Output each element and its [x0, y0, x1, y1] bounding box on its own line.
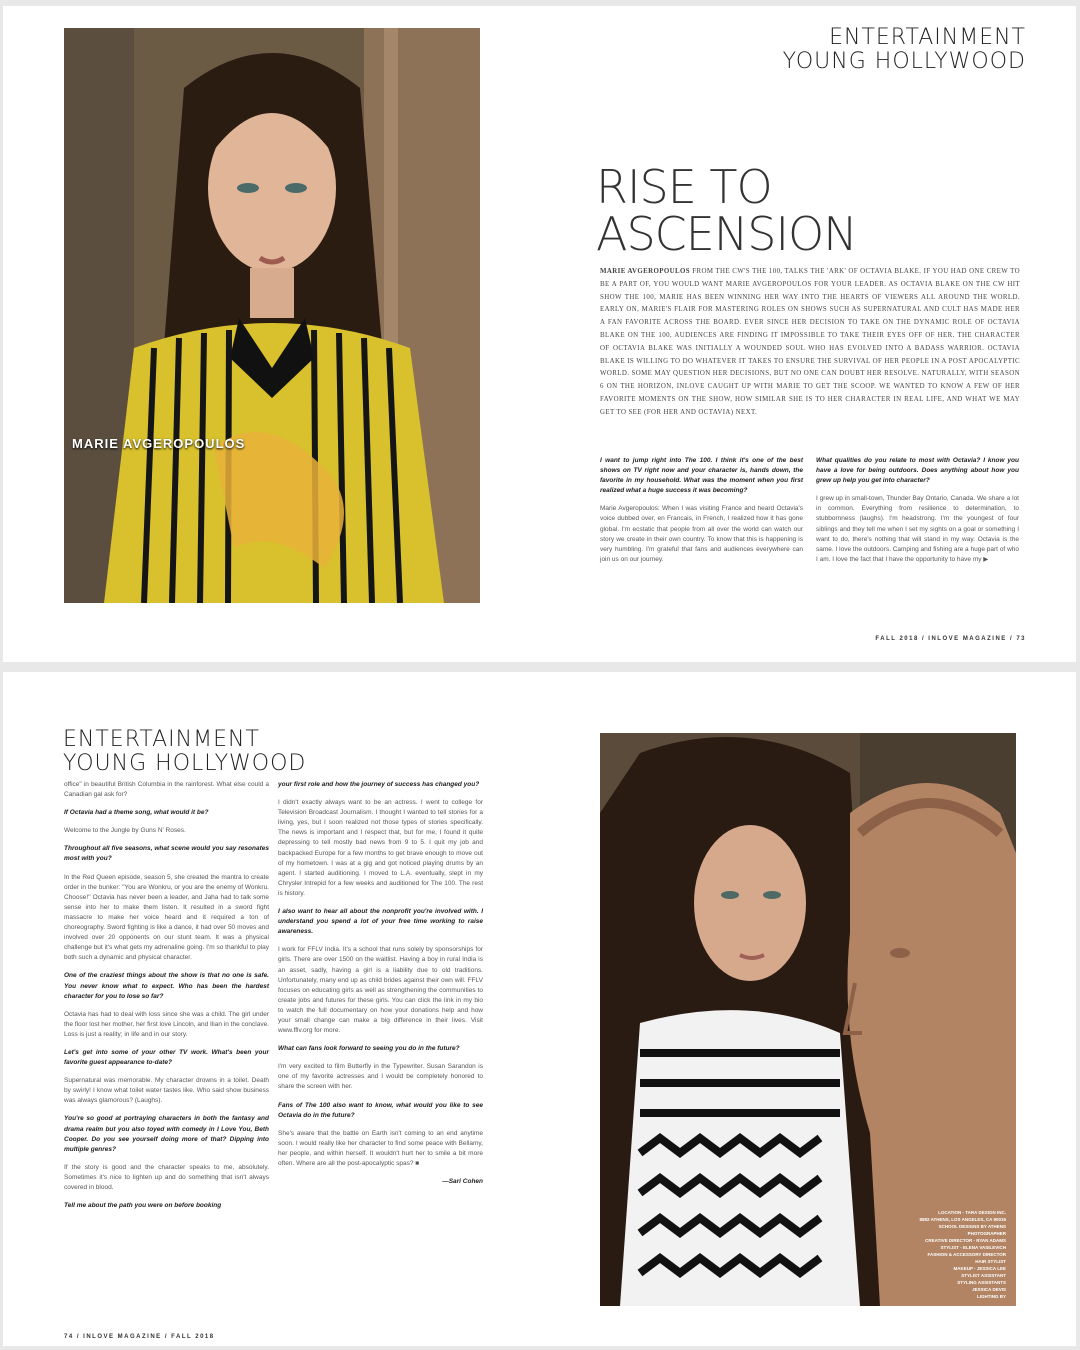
magazine-page-74 [3, 672, 1076, 1346]
interview-question: You're so good at portraying characters in both the fantasy and drama realm but you also toyed with comedy in I Love You, Beth Cooper. Do you see yourself doing more of that? Dipping into multiple genres? [64, 1115, 269, 1153]
interview-question: I also want to hear all about the nonprofit you're involved with. I understand you spend a lot of your free time working to raise awareness. [278, 908, 483, 936]
magazine-page-73 [3, 6, 1076, 662]
interview-answer: In the Red Queen episode, season 5, she created the mantra to create order in the bunker: "You are Wonkru, or you are the enemy of Wonkru. Choose!" Octavia has never been a leader, and Jaha had to talk some sense into her to make them listen. It resulted in a sword fight massacre to make her voice heard and it required a ton of choreography. Sword fighting is like a dance, it had over 50 moves and involved over 20 opponents on our stunt team. It was a physical challenge but it's what gets my adrenaline going. I'm so thankful to play both such a dynamic and physical character. [64, 873, 269, 962]
interview-answer: I'm very excited to film Butterfly in the Typewriter. Susan Sarandon is one of my favorite actresses and I would be completely honored to share the screen with her. [278, 1063, 483, 1091]
photo-credits: LOCATION - TARA DESIGN INC. 8882 ATHENS, LOS ANGELES, CA 90016 SCHOOL DESIGNS BY ATHENS PHOTOGRAPHER CREATIVE DIRECTOR - RYAN ADAMS STYLIST - ELENA VASILEVICH FASHION & ACCESSORY DIRECTOR HAIR STYLIST MAKEUP - JESSICA LEE STYLIST ASSISTANT STYLING ASSISTANTS JESSICA DEVIS LIGHTING BY [919, 1210, 1006, 1299]
intro-lead: MARIE AVGEROPOULOS [600, 268, 691, 275]
interview-answer: Supernatural was memorable. My character drowns in a toilet. Death by swirly! I know what toilet water tastes like. Who said show business was always glamorous? (Laughs). [64, 1077, 269, 1105]
article-title [596, 160, 857, 261]
article-column-2 [278, 780, 483, 1195]
interview-question: One of the craziest things about the show is that no one is safe. You never know what to expect. Who has been the hardest character for you to lose so far? [64, 972, 269, 1000]
kicker-line-2: YOUNG HOLLYWOOD [63, 751, 307, 776]
interview-question: Fans of The 100 also want to know, what would you like to see Octavia do in the future? [278, 1101, 483, 1119]
section-kicker [63, 728, 306, 776]
interview-question: What qualities do you relate to most with Octavia? I know you have a love for being outdoors. Does anything about how you grew up help you get into character? [816, 457, 1019, 485]
title-line-2: ASCENSION [596, 207, 857, 261]
portrait-photo [64, 28, 480, 603]
portrait-illustration [64, 28, 480, 603]
article-intro [600, 266, 1020, 420]
interview-question: Throughout all five seasons, what scene would you say resonates most with you? [64, 845, 269, 863]
interview-question: your first role and how the journey of success has changed you? [278, 781, 480, 788]
interview-answer: I didn't exactly always want to be an actress. I went to college for Television Broadcast Journalism. I thought I wanted to tell stories for a living, yes, but I soon realized not those types of stories specifically. The news is important and I respect that, but for me, I found it quite depressing to tell mostly bad news from 9 to 5. I quit my job and backpacked Europe for a few months to get brave enough to move out of my hometown. I was at a gig and got noticed playing drums by an agent. I started auditioning. I moved to L.A. eventually, slept in my Chrysler Intrepid for a few weeks and auditioned for The 100. The rest is history. [278, 799, 483, 897]
portrait-photo-with-statue [600, 733, 1016, 1306]
interview-answer: office" in beautiful British Columbia in the rainforest. What else could a Canadian gal ask for? [64, 781, 269, 799]
interview-answer: Welcome to the Jungle by Guns N' Roses. [64, 827, 186, 835]
article-column-left [600, 456, 803, 573]
interview-answer: Octavia has had to deal with loss since she was a child. The girl under the floor lost her mother, her first love Lincoln, and Ilian in the conclave. Loss is just a reality; in life and in our story. [64, 1010, 269, 1038]
interview-question: If Octavia had a theme song, what would it be? [64, 809, 209, 817]
author-byline: —Sari Cohen [442, 1178, 483, 1186]
article-column-1 [64, 780, 269, 1219]
page-footer: FALL 2018 / INLOVE MAGAZINE / 73 [875, 636, 1026, 642]
interview-question: Tell me about the path you were on before booking [64, 1202, 222, 1210]
title-line-1: RISE TO [596, 160, 772, 214]
photo-caption-name: MARIE AVGEROPOULOS [72, 436, 246, 451]
kicker-line-1: ENTERTAINMENT [63, 727, 260, 752]
interview-answer: Marie Avgeropoulos: When I was visiting France and heard Octavia's voice dubbed over, en Francais, in French, I realized how it has gone global. I'm ecstatic that people from all over the world can watch our story we create in their own country. To know that this is happening is very humbling. I'm grateful that fans and audiences everywhere can join us on our journey. [600, 505, 803, 563]
interview-answer: I grew up in small-town, Thunder Bay Ontario, Canada. We share a lot in common. Everything from resilience to determination, to stubbornness (laughs). I'm headstrong. I'm the youngest of four siblings and they tell me when I set my sights on a goal or something I want to do, there's nothing that will stand in my way. Octavia is the same. I love the outdoors. Camping and fishing are a huge part of who I am. I love the fact that I have the opportunity to have my ▶ [816, 495, 1019, 563]
intro-text: FROM THE CW'S THE 100, TALKS THE 'ARK' OF OCTAVIA BLAKE. IF YOU HAD ONE CREW TO BE A PART OF, YOU WOULD WANT MARIE AVGEROPOULOS FOR YOUR LEADER. AS OCTAVIA BLAKE ON THE CW HIT SHOW THE 100, MARIE HAS BEEN WINNING HER WAY INTO THE HEARTS OF VIEWERS ALL AROUND THE WORLD. EARLY ON, MARIE'S FLAIR FOR MASTERING ROLES ON SHOWS SUCH AS SUPERNATURAL AND CULT HAS MADE HER A FAN FAVORITE ACROSS THE BOARD. EVER SINCE HER DECISION TO TAKE ON THE DYNAMIC ROLE OF OCTAVIA BLAKE ON THE 100, AUDIENCES ARE FINDING IT IMPOSSIBLE TO TAKE THEIR EYES OFF OF HER. THE CHARACTER OF OCTAVIA BLAKE WAS INITIALLY A WOUNDED SOUL WHO HAS EVOLVED INTO A BADASS WARRIOR. OCTAVIA BLAKE IS WILLING TO DO WHATEVER IT TAKES TO ENSURE THE SURVIVAL OF HER PEOPLE IN A POST APOCALYPTIC WORLD. SOME MAY QUESTION HER DECISIONS, BUT NO ONE CAN DOUBT HER RESOLVE. NATURALLY, WITH SEASON 6 ON THE HORIZON, INLOVE CAUGHT UP WITH MARIE TO GET THE SCOOP. WE WANTED TO KNOW A FEW OF HER FAVORITE MOMENTS ON THE SHOW, HOW SIMILAR SHE IS TO HER CHARACTER IN REAL LIFE, AND WHAT WE MAY GET TO SEE (FOR HER AND OCTAVIA) NEXT. [600, 268, 1021, 416]
kicker-line-2: YOUNG HOLLYWOOD [782, 49, 1026, 74]
interview-answer: She's aware that the battle on Earth isn't coming to an end anytime soon. I would really like her character to find some peace with Bellamy, her people, and within herself. It wouldn't hurt her to smile a bit more often. Where are all the post-apocalyptic spas? ■ [278, 1129, 483, 1167]
article-column-right [816, 456, 1019, 573]
page-footer: 74 / INLOVE MAGAZINE / FALL 2018 [64, 1334, 215, 1340]
interview-answer: If the story is good and the character speaks to me, absolutely. Sometimes it's nice to lighten up and do something that isn't always covered in blood. [64, 1163, 269, 1191]
interview-answer: I work for FFLV India. It's a school that runs solely by sponsorships for girls. There are over 1500 on the waitlist. Having a boy in rural India is an asset, sadly, having a girl is a liability due to old traditions. Unfortunately, many end up as child brides against their own will. FFLV focuses on educating girls as well as strengthening the communities to create jobs and futures for these girls. You can click the link in my bio to watch the full documentary on how your donations help and how your small change can make a big difference in their lives. Visit www.fflv.org for more. [278, 946, 483, 1035]
interview-question: What can fans look forward to seeing you do in the future? [278, 1045, 460, 1053]
interview-question: Let's get into some of your other TV work. What's been your favorite guest appearance to-date? [64, 1048, 269, 1067]
section-kicker [783, 26, 1026, 74]
interview-question: I want to jump right into The 100. I think it's one of the best shows on TV right now and your character is, hands down, the favorite in my household. What was the moment when you first realized what a huge success it was becoming? [600, 457, 803, 495]
kicker-line-1: ENTERTAINMENT [829, 25, 1026, 50]
